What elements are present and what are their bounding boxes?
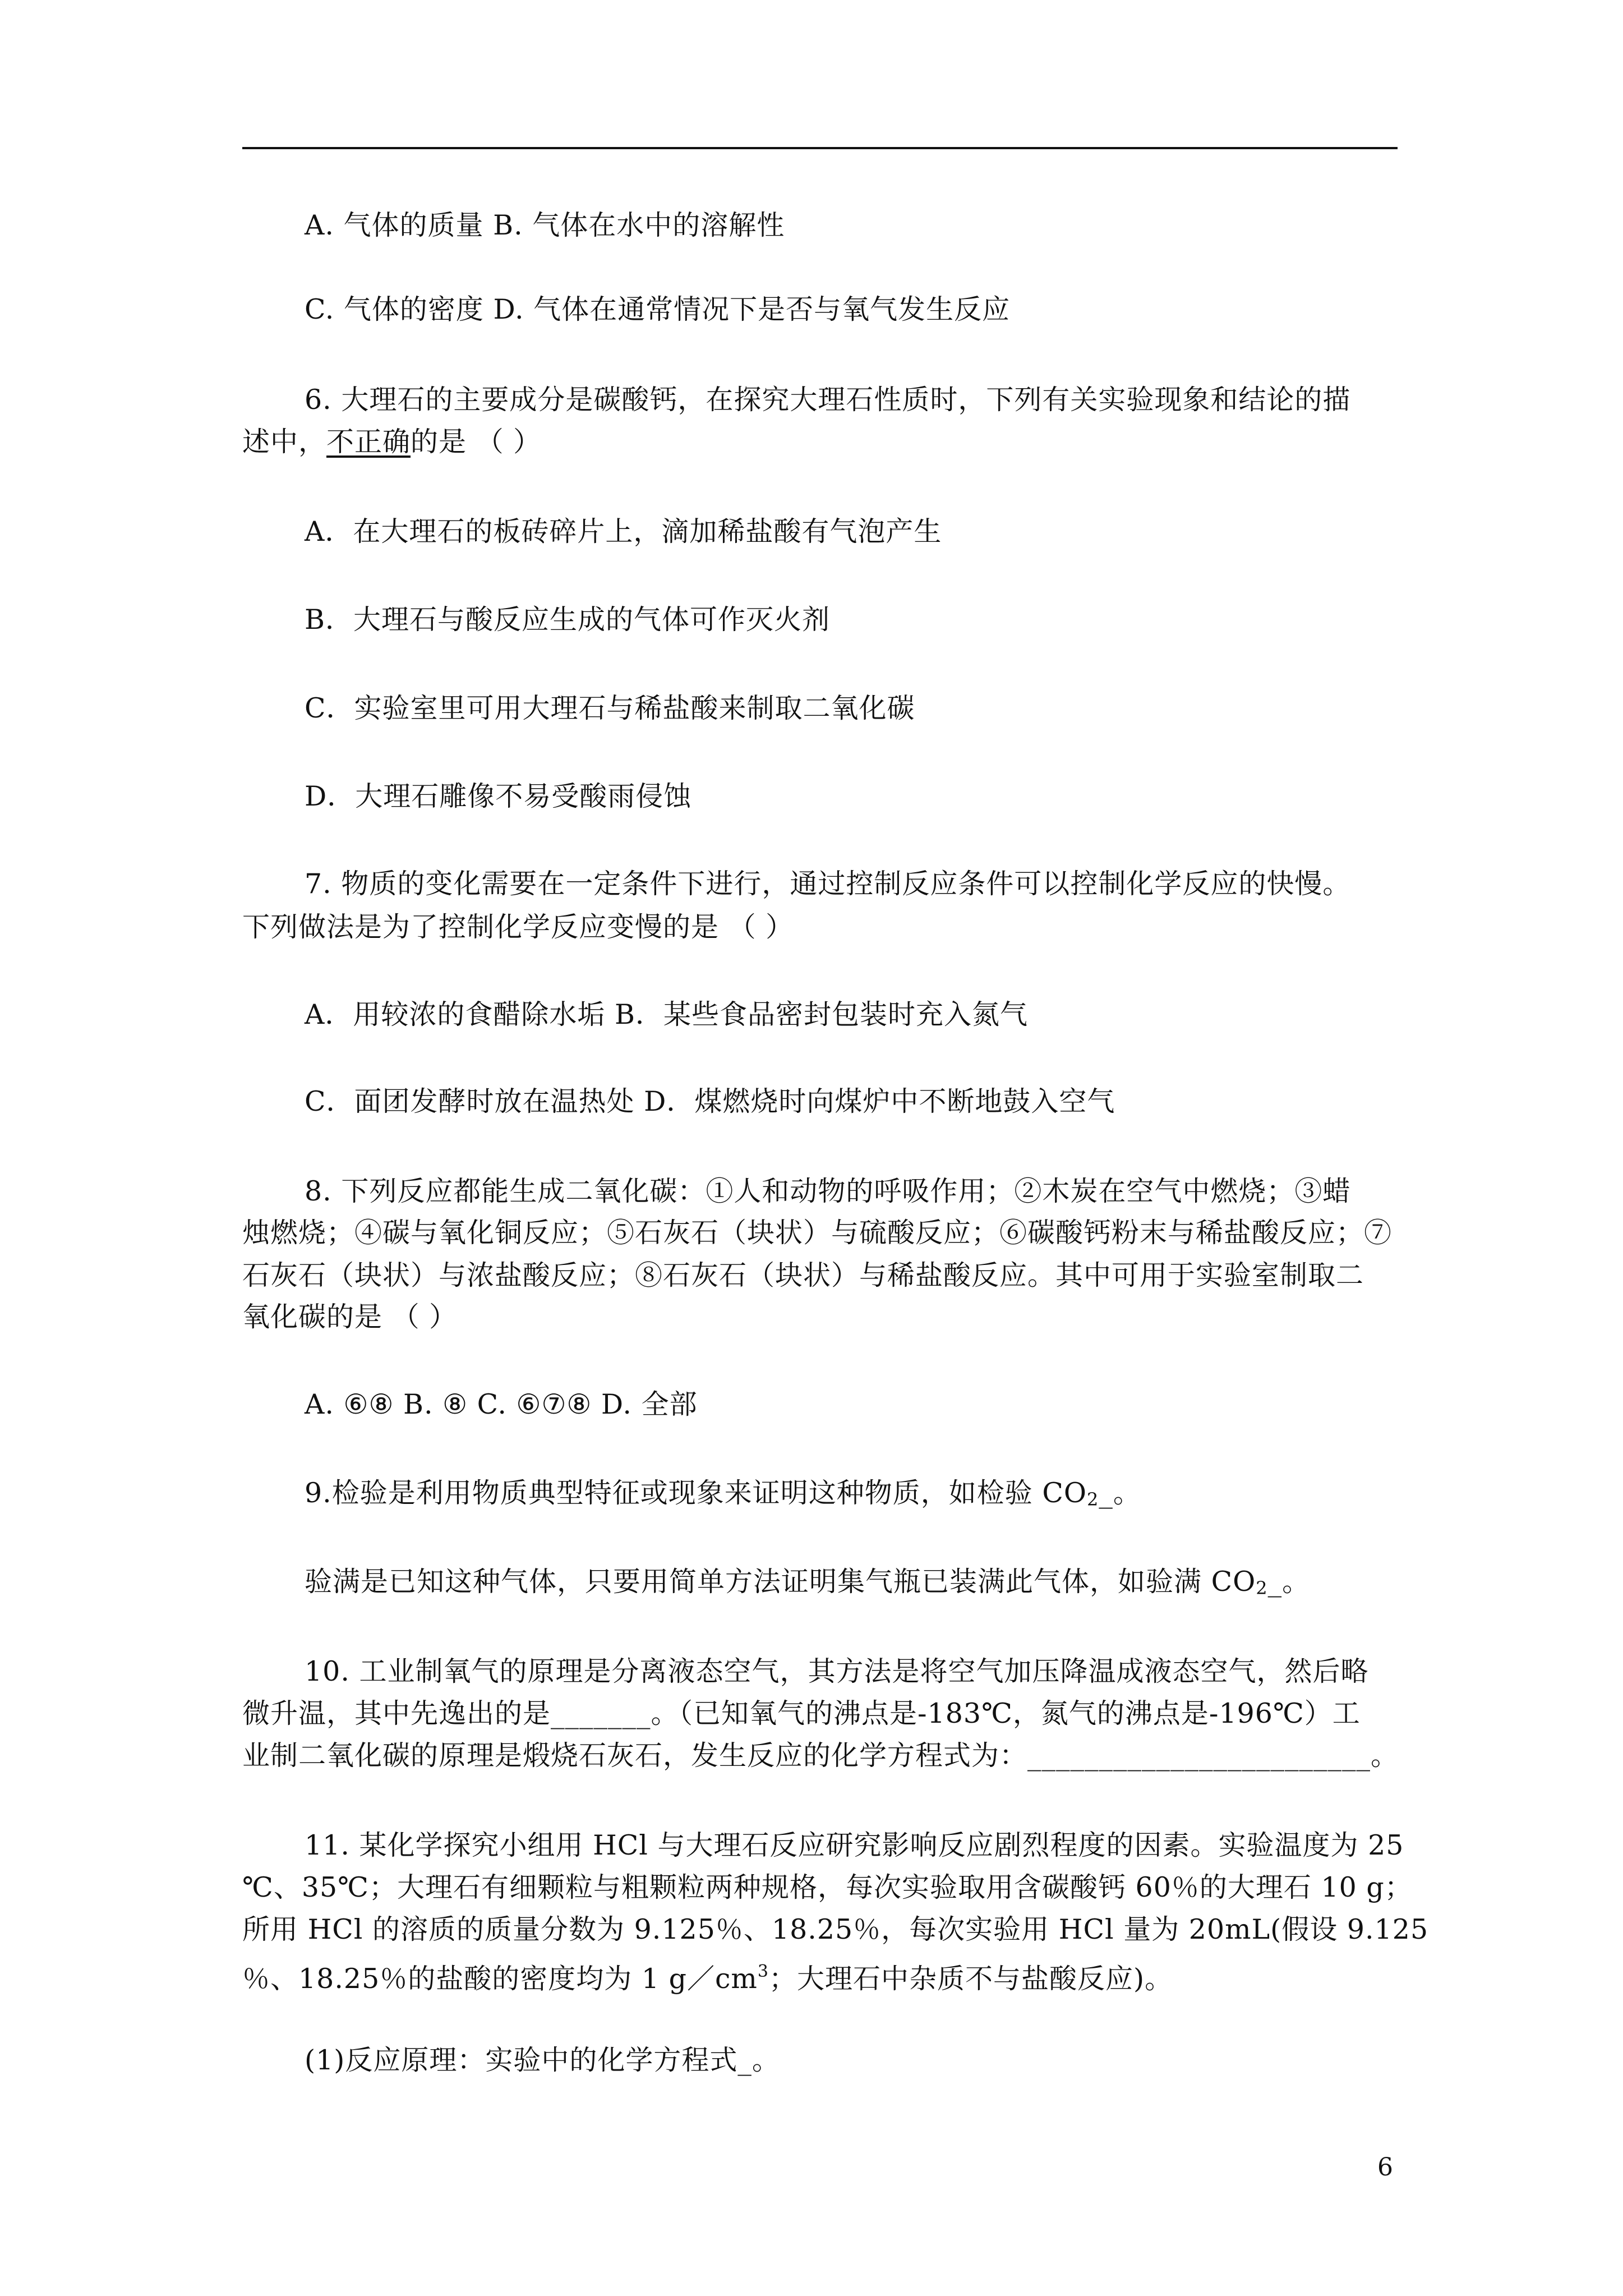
q6-stem-tail: 的是 （ ） [411, 426, 542, 458]
q10-line1: 10. 工业制氧气的原理是分离液态空气，其方法是将空气加压降温成液态空气，然后略 [305, 1655, 1369, 1687]
q6-option-c: C．实验室里可用大理石与稀盐酸来制取二氧化碳 [305, 692, 915, 724]
q9-line1-tail: _。 [1099, 1477, 1141, 1509]
q11-line2: ℃、35℃；大理石有细颗粒与粗颗粒两种规格，每次实验取用含碳酸钙 60％的大理石 10 g； [242, 1871, 1413, 1903]
q10-line2: 微升温，其中先逸出的是_______。（已知氧气的沸点是-183℃，氮气的沸点是-196℃）工 [242, 1697, 1361, 1729]
q6-option-b: B．大理石与酸反应生成的气体可作灭火剂 [305, 604, 831, 636]
q11-line3: 所用 HCl 的溶质的质量分数为 9.125％、18.25％，每次实验用 HCl 量为 20mL(假设 9.125 [242, 1913, 1429, 1945]
q9-line1 [305, 1476, 1141, 1516]
q9-line1-text: 9.检验是利用物质典型特征或现象来证明这种物质，如检验 CO [305, 1477, 1087, 1509]
q11-line4 [242, 1955, 1173, 1996]
q6-option-a: A．在大理石的板砖碎片上，滴加稀盐酸有气泡产生 [305, 516, 942, 547]
q6-option-d: D．大理石雕像不易受酸雨侵蚀 [305, 780, 692, 812]
page-number: 6 [1377, 2153, 1393, 2182]
q8-stem-line4: 氧化碳的是 （ ） [242, 1301, 458, 1333]
q6-stem-line2 [242, 425, 541, 459]
q11-line1: 11. 某化学探究小组用 HCl 与大理石反应研究影响反应剧烈程度的因素。实验温度为 25 [305, 1829, 1404, 1861]
q11-line4-text: ％、18.25％的盐酸的密度均为 1 g／cm [242, 1963, 758, 1995]
q6-stem-line1: 6. 大理石的主要成分是碳酸钙，在探究大理石性质时，下列有关实验现象和结论的描 [305, 384, 1351, 416]
q8-options: A. ⑥⑧ B. ⑧ C. ⑥⑦⑧ D. 全部 [305, 1388, 698, 1420]
q5-options-ab: A. 气体的质量 B. 气体在水中的溶解性 [305, 209, 785, 241]
q10-line3: 业制二氧化碳的原理是煅烧石灰石，发生反应的化学方程式为：________________________。 [242, 1740, 1399, 1772]
q11-line4-tail: ；大理石中杂质不与盐酸反应)。 [768, 1963, 1173, 1995]
q11-line4-superscript: 3 [757, 1962, 769, 1981]
q9-line2-tail: _。 [1267, 1566, 1311, 1598]
q9-line1-subscript: 2 [1087, 1489, 1099, 1510]
q7-options-ab: A．用较浓的食醋除水垢 B．某些食品密封包装时充入氮气 [305, 999, 1028, 1030]
q9-line2 [305, 1565, 1310, 1605]
q5-options-cd: C. 气体的密度 D. 气体在通常情况下是否与氧气发生反应 [305, 293, 1011, 325]
header-rule [242, 147, 1398, 149]
q7-stem-line1: 7. 物质的变化需要在一定条件下进行，通过控制反应条件可以控制化学反应的快慢。 [305, 868, 1351, 900]
q6-stem-text: 述中， [242, 426, 327, 458]
q11-subquestion-1: (1)反应原理：实验中的化学方程式_。 [305, 2044, 780, 2076]
q7-stem-line2: 下列做法是为了控制化学反应变慢的是 （ ） [242, 911, 794, 943]
q6-underlined-word: 不正确 [326, 426, 411, 458]
q8-stem-line1: 8. 下列反应都能生成二氧化碳：①人和动物的呼吸作用；②木炭在空气中燃烧；③蜡 [305, 1175, 1351, 1207]
q9-line2-subscript: 2 [1256, 1577, 1268, 1599]
q9-line2-text: 验满是已知这种气体，只要用简单方法证明集气瓶已装满此气体，如验满 CO [305, 1566, 1256, 1598]
q8-stem-line3: 石灰石（块状）与浓盐酸反应；⑧石灰石（块状）与稀盐酸反应。其中可用于实验室制取二 [242, 1259, 1364, 1291]
q8-stem-line2: 烛燃烧；④碳与氧化铜反应；⑤石灰石（块状）与硫酸反应；⑥碳酸钙粉末与稀盐酸反应；⑦ [242, 1217, 1393, 1249]
q7-options-cd: C．面团发酵时放在温热处 D．煤燃烧时向煤炉中不断地鼓入空气 [305, 1085, 1115, 1117]
